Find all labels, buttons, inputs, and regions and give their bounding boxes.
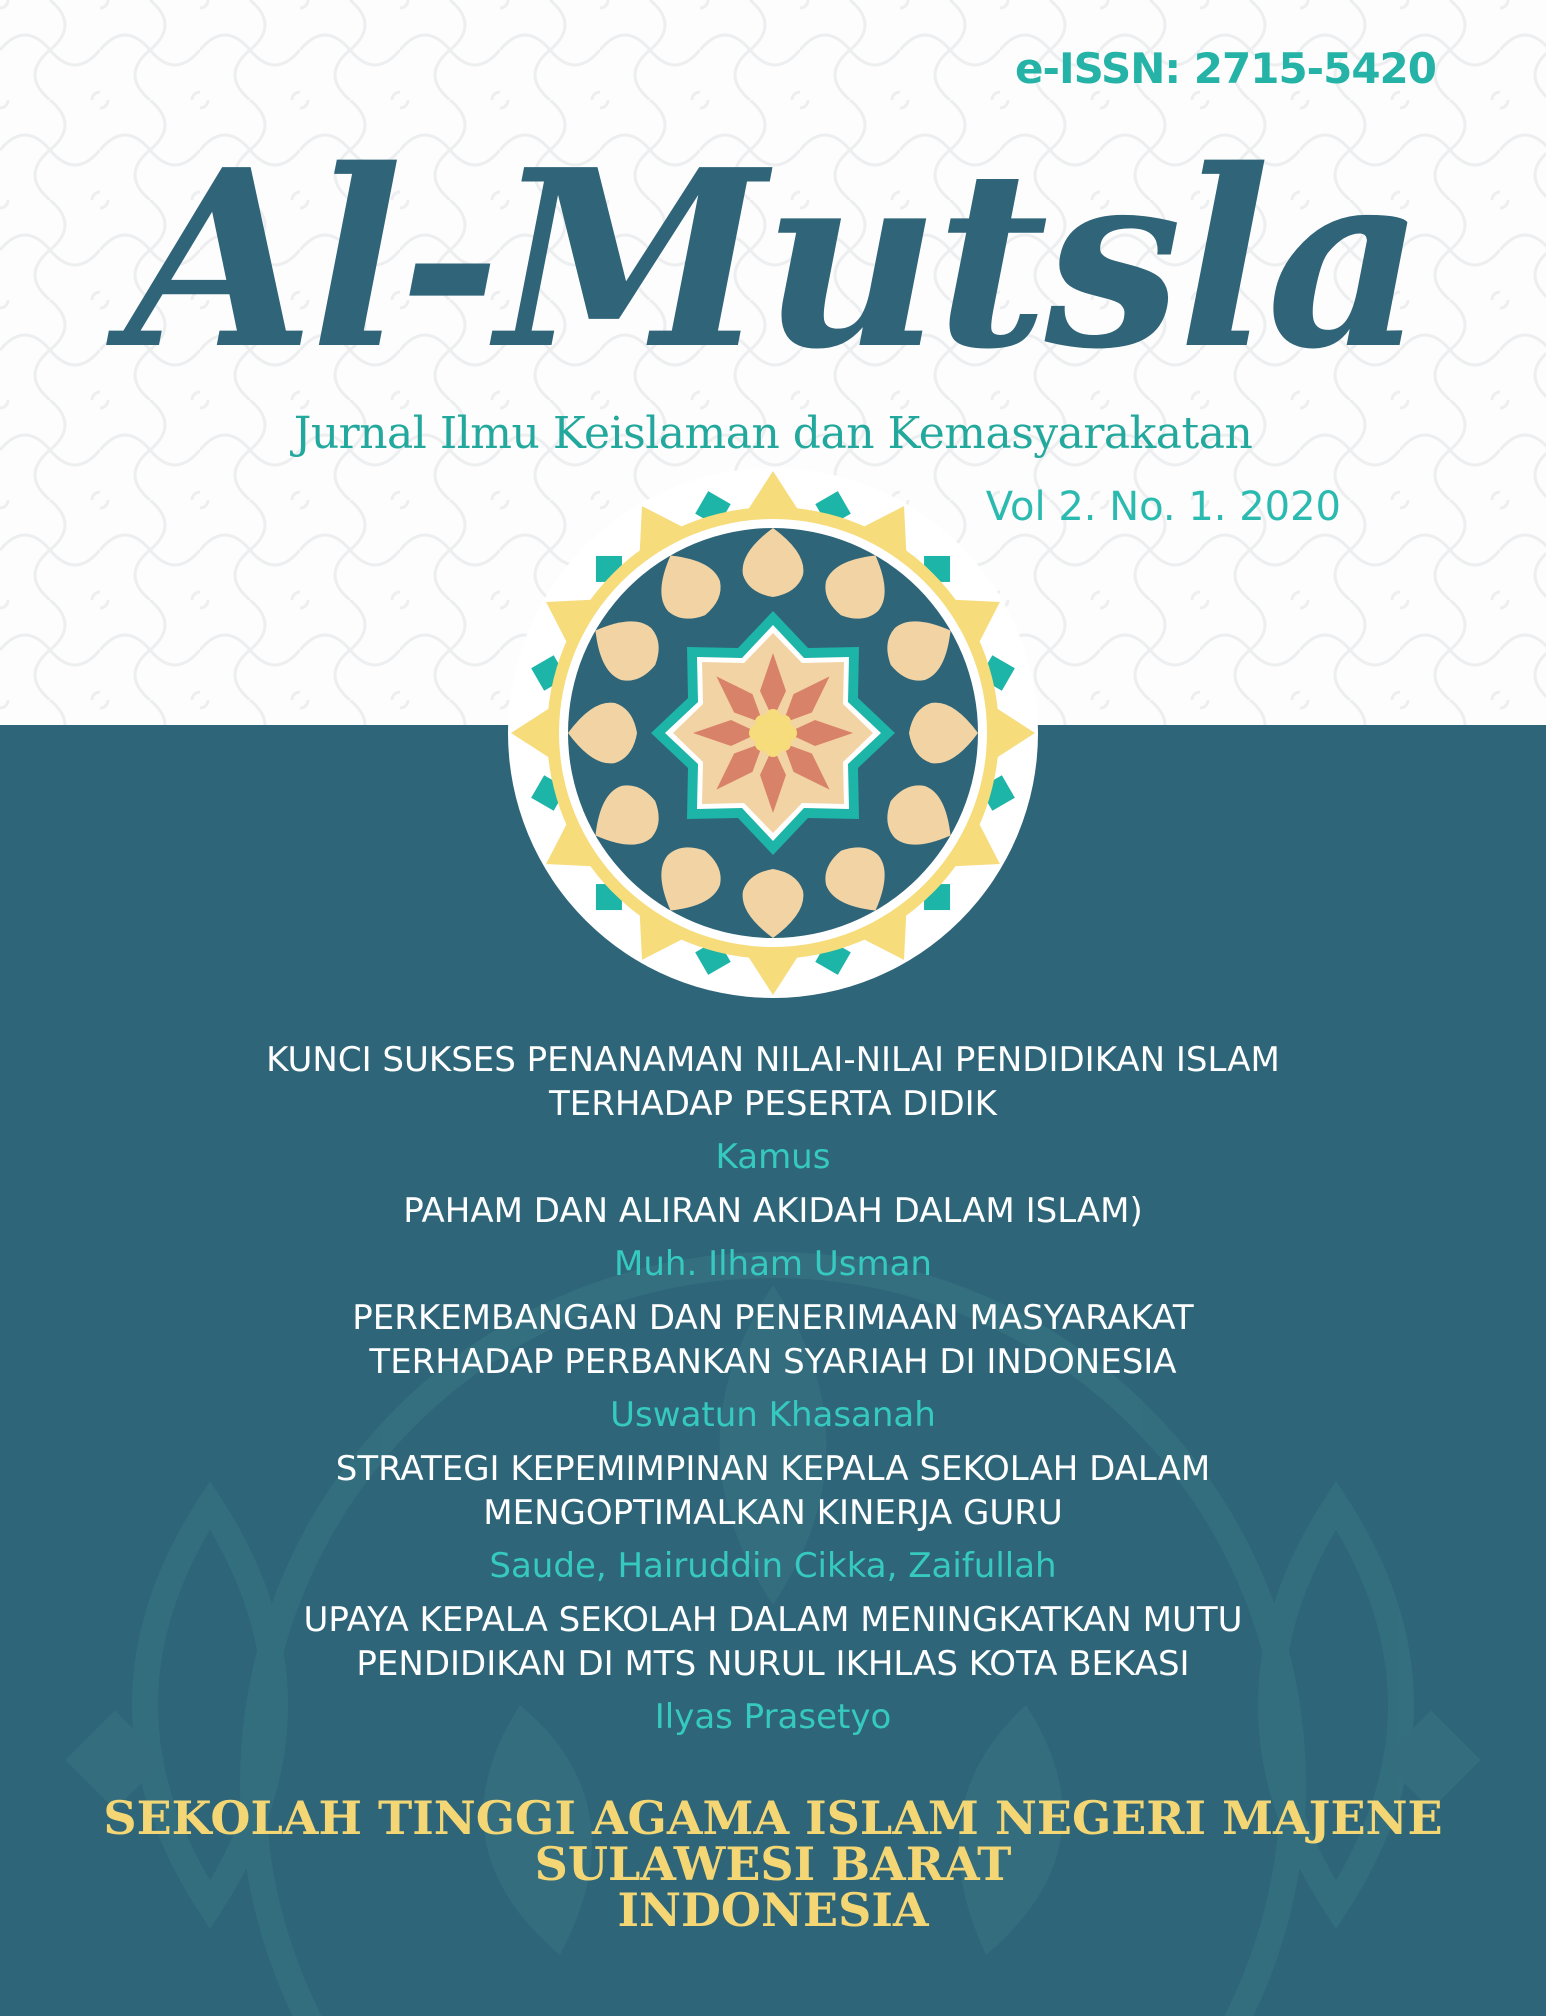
mandala-icon — [508, 468, 1038, 998]
article-title: STRATEGI KEPEMIMPINAN KEPALA SEKOLAH DALAM MENGOPTIMALKAN KINERJA GURU — [335, 1449, 1211, 1533]
issn-label: e-ISSN: 2715-5420 — [1015, 44, 1436, 93]
article-3 — [0, 1296, 1546, 1437]
article-2 — [0, 1189, 1546, 1286]
article-author: Ilyas Prasetyo — [654, 1697, 892, 1737]
institution-block — [0, 1791, 1546, 1937]
article-author: Uswatun Khasanah — [610, 1395, 936, 1435]
article-title: PERKEMBANGAN DAN PENERIMAAN MASYARAKAT TERHADAP PERBANKAN SYARIAH DI INDONESIA — [352, 1298, 1194, 1382]
journal-subtitle: Jurnal Ilmu Keislaman dan Kemasyarakatan — [293, 408, 1253, 459]
volume-label: Vol 2. No. 1. 2020 — [985, 484, 1341, 530]
institution-province: SULAWESI BARAT — [534, 1837, 1012, 1891]
institution-name: SEKOLAH TINGGI AGAMA ISLAM NEGERI MAJENE — [103, 1791, 1443, 1845]
journal-title: Al-Mutsla — [125, 116, 1421, 403]
article-author: Saude, Hairuddin Cikka, Zaifullah — [489, 1546, 1057, 1586]
article-1 — [0, 1038, 1546, 1179]
institution-country: INDONESIA — [617, 1883, 929, 1937]
article-title: UPAYA KEPALA SEKOLAH DALAM MENINGKATKAN MUTU PENDIDIKAN DI MTS NURUL IKHLAS KOTA BEKASI — [303, 1600, 1243, 1684]
article-author: Muh. Ilham Usman — [614, 1244, 932, 1284]
article-5 — [0, 1598, 1546, 1739]
article-title: PAHAM DAN ALIRAN AKIDAH DALAM ISLAM) — [403, 1191, 1143, 1231]
article-title: KUNCI SUKSES PENANAMAN NILAI-NILAI PENDIDIKAN ISLAM TERHADAP PESERTA DIDIK — [266, 1040, 1280, 1124]
table-of-contents — [0, 1038, 1546, 1749]
article-4 — [0, 1447, 1546, 1588]
article-author: Kamus — [715, 1137, 831, 1177]
